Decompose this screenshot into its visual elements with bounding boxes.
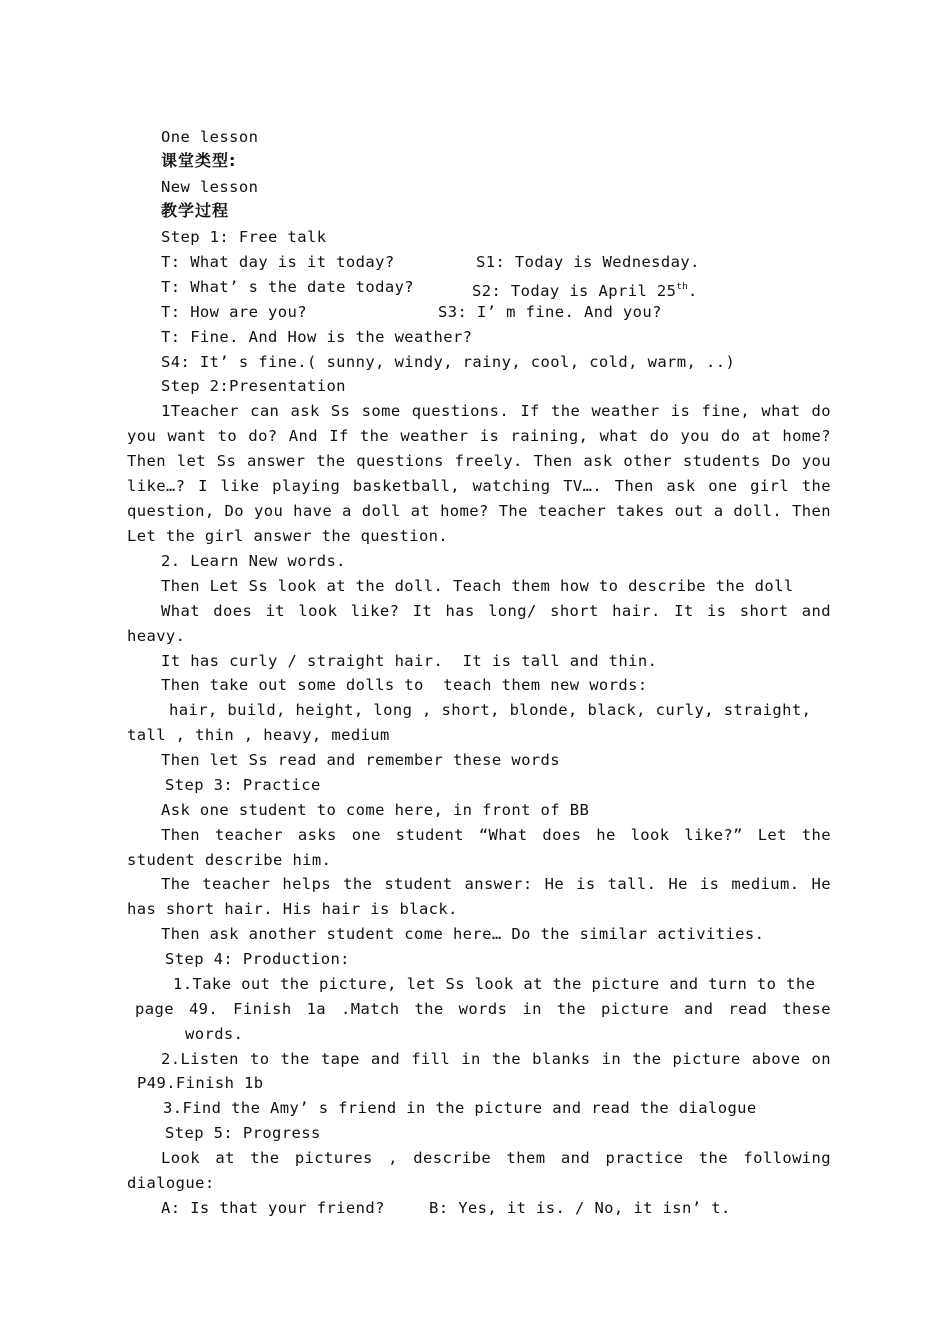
- line-text: heavy.: [127, 627, 186, 645]
- line-text: 2. Learn New words.: [161, 552, 346, 570]
- line-text: dialogue:: [127, 1174, 215, 1192]
- line-text: tall , thin , heavy, medium: [127, 726, 390, 744]
- line-text: New lesson: [161, 178, 259, 196]
- text-line: [161, 1049, 831, 1069]
- text-line: [165, 775, 321, 795]
- line-text: student describe him.: [127, 851, 332, 869]
- line-text: 2.Listen to the tape and fill in the blanks in the picture above on: [161, 1050, 831, 1068]
- line-text: One lesson: [161, 128, 259, 146]
- line-text: T: Fine. And How is the weather?: [161, 328, 473, 346]
- line-text: 课堂类型:: [161, 151, 237, 170]
- text-line: [161, 601, 831, 621]
- line-text: you want to do? And If the weather is raining, what do you do at home?: [127, 427, 831, 445]
- text-line: [161, 277, 414, 297]
- text-line: [161, 1148, 831, 1168]
- line-text: 1.Take out the picture, let Ss look at the picture and turn to the: [173, 975, 816, 993]
- line-text: It has curly / straight hair. It is tall and thin.: [161, 652, 658, 670]
- line-text: T: What’ s the date today?: [161, 278, 415, 296]
- line-text: T: How are you?: [161, 303, 307, 321]
- text-line: [161, 825, 831, 845]
- text-line: [165, 1123, 321, 1143]
- line-text: B: Yes, it is. / No, it isn’ t.: [429, 1199, 731, 1217]
- text-line: [161, 750, 560, 770]
- line-text: Then ask another student come here… Do the similar activities.: [161, 925, 765, 943]
- line-text: Look at the pictures , describe them and practice the following: [161, 1149, 831, 1167]
- text-line: [161, 551, 346, 571]
- line-text: T: What day is it today?: [161, 253, 395, 271]
- text-line: [161, 800, 589, 820]
- text-line: [127, 850, 331, 870]
- text-line: [161, 675, 648, 695]
- text-line: [429, 1198, 731, 1218]
- text-line: [185, 1024, 243, 1044]
- line-text: S4: It’ s fine.( sunny, windy, rainy, cool, cold, warm, ..): [161, 353, 736, 371]
- line-text: 1Teacher can ask Ss some questions. If the weather is fine, what do: [161, 402, 831, 420]
- text-line: [127, 526, 448, 546]
- text-line: [127, 1173, 215, 1193]
- text-line: [161, 252, 395, 272]
- line-text: Then Let Ss look at the doll. Teach them how to describe the doll: [161, 577, 794, 595]
- text-line: [127, 476, 831, 496]
- text-line: [127, 899, 458, 919]
- text-line: [127, 501, 831, 521]
- text-line: [161, 177, 258, 197]
- line-text: A: Is that your friend?: [161, 1199, 385, 1217]
- line-text: S3: I’ m fine. And you?: [438, 303, 662, 321]
- line-text: P49.Finish 1b: [137, 1074, 264, 1092]
- line-text: Step 3: Practice: [165, 776, 321, 794]
- text-line: [161, 651, 657, 671]
- text-line: [161, 924, 764, 944]
- line-text: words.: [185, 1025, 244, 1043]
- text-line: [163, 1098, 757, 1118]
- text-line: [127, 725, 390, 745]
- text-line: [476, 252, 700, 272]
- line-text: question, Do you have a doll at home? The teacher takes out a doll. Then: [127, 502, 831, 520]
- line-text: Step 1: Free talk: [161, 228, 327, 246]
- line-text: S2: Today is April 25: [472, 282, 677, 300]
- line-text: Let the girl answer the question.: [127, 527, 449, 545]
- line-text: Step 4: Production:: [165, 950, 350, 968]
- line-text: like…? I like playing basketball, watching TV…. Then ask one girl the: [127, 477, 831, 495]
- line-text: S1: Today is Wednesday.: [476, 253, 700, 271]
- line-text: Ask one student to come here, in front of BB: [161, 801, 590, 819]
- text-line: [472, 277, 698, 301]
- superscript: th: [676, 282, 689, 292]
- line-text: What does it look like? It has long/ short hair. It is short and: [161, 602, 831, 620]
- line-text: has short hair. His hair is black.: [127, 900, 458, 918]
- text-line: [161, 401, 831, 421]
- line-text: The teacher helps the student answer: He is tall. He is medium. He: [161, 875, 831, 893]
- text-line: [161, 227, 326, 247]
- text-line: [127, 451, 831, 471]
- text-line: [161, 576, 794, 596]
- line-text: Then let Ss answer the questions freely. Then ask other students Do you: [127, 452, 831, 470]
- line-text: Then let Ss read and remember these words: [161, 751, 561, 769]
- line-text: Step 5: Progress: [165, 1124, 321, 1142]
- text-line: [438, 302, 662, 322]
- section-heading: [161, 201, 229, 221]
- text-line: [161, 127, 258, 147]
- line-tail: .: [688, 282, 698, 300]
- line-text: Then teacher asks one student “What does he look like?” Let the: [161, 826, 831, 844]
- text-line: [161, 376, 346, 396]
- line-text: hair, build, height, long , short, blonde, black, curly, straight,: [169, 701, 812, 719]
- line-text: 教学过程: [161, 201, 230, 220]
- line-text: Then take out some dolls to teach them new words:: [161, 676, 648, 694]
- text-line: [135, 999, 831, 1019]
- line-text: Step 2:Presentation: [161, 377, 346, 395]
- line-text: page 49. Finish 1a .Match the words in the picture and read these: [135, 1000, 831, 1018]
- text-line: [127, 626, 185, 646]
- text-line: [173, 974, 815, 994]
- text-line: [161, 302, 307, 322]
- text-line: [137, 1073, 264, 1093]
- text-line: [169, 700, 811, 720]
- text-line: [161, 1198, 385, 1218]
- text-line: [161, 327, 472, 347]
- text-line: [165, 949, 350, 969]
- text-line: [161, 874, 831, 894]
- text-line: [161, 352, 735, 372]
- section-heading: [161, 151, 236, 171]
- line-text: 3.Find the Amy’ s friend in the picture and read the dialogue: [163, 1099, 757, 1117]
- text-line: [127, 426, 831, 446]
